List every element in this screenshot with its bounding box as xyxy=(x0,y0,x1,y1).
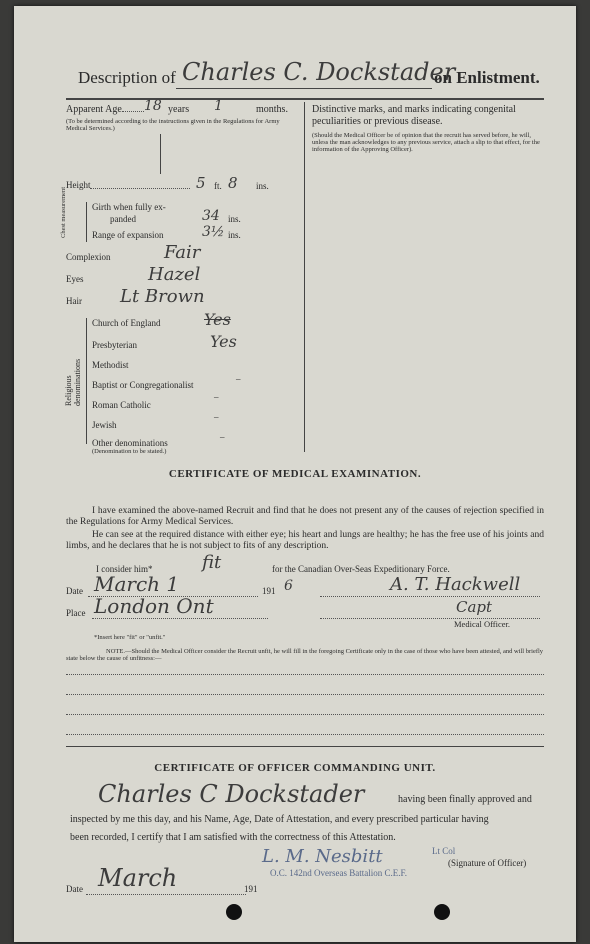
religion-roman-catholic-value: – xyxy=(214,392,219,402)
commanding-text-2: inspected by me this day, and his Name, Age, Date of Attestation, and every prescribed particular having xyxy=(70,814,489,825)
height-ft-label: ft. xyxy=(214,181,222,191)
apparent-age: Apparent Age xyxy=(66,104,144,115)
religion-baptist: Baptist or Congregationalist xyxy=(92,380,194,390)
height-ft-value: 5 xyxy=(196,174,206,192)
religion-other-value: – xyxy=(220,432,225,442)
unfitness-line-2 xyxy=(66,694,544,695)
distinctive-marks-note: (Should the Medical Officer be of opinion that the recruit has served before, he will, unless the man acknowledges to any previous service, attach a slip to that effect, for the information of the Approving Officer). xyxy=(312,132,540,153)
age-box-line xyxy=(160,134,161,174)
girth-label-1: Girth when fully ex- xyxy=(92,202,166,212)
medical-certificate-heading: CERTIFICATE OF MEDICAL EXAMINATION. xyxy=(168,468,422,480)
medical-officer-label: Medical Officer. xyxy=(454,619,511,629)
age-note: (To be determined according to the instructions given in the Regulations for Army Medical Services.) xyxy=(66,118,280,132)
medical-para-2: He can see at the required distance with either eye; his heart and lungs are healthy; he has the free use of his joints and limbs, and he declares that he is not subject to fits of any description. xyxy=(66,530,544,551)
commanding-text-3: been recorded, I certify that I am satisfied with the correctness of this Attestation. xyxy=(70,832,396,843)
height-dots xyxy=(90,188,190,189)
hair-label: Hair xyxy=(66,296,82,306)
commanding-certificate-heading: CERTIFICATE OF OFFICER COMMANDING UNIT. xyxy=(154,762,436,774)
religion-presbyterian-value: Yes xyxy=(210,332,237,351)
religion-baptist-value: – xyxy=(236,374,241,384)
religion-church-of-england: Church of England xyxy=(92,318,161,328)
insert-note: *Insert here "fit" or "unfit." xyxy=(94,634,166,641)
range-unit: ins. xyxy=(228,230,241,240)
place-line xyxy=(92,618,268,619)
place-value: London Ont xyxy=(94,594,214,618)
unfitness-line-3 xyxy=(66,714,544,715)
age-years-label: years xyxy=(168,104,190,115)
title-underline xyxy=(176,88,432,89)
commanding-date-line xyxy=(86,894,246,895)
medical-date-value: March 1 xyxy=(94,572,180,596)
medical-officer-signature: A. T. Hackwell xyxy=(390,574,521,595)
for-force-label: for the Canadian Over-Seas Expeditionary Force. xyxy=(272,564,450,574)
title-suffix: on Enlistment. xyxy=(434,68,540,87)
age-years-value: 18 xyxy=(144,98,162,114)
religion-other: Other denominations xyxy=(92,438,168,448)
place-label: Place xyxy=(66,608,86,618)
range-label: Range of expansion xyxy=(92,230,164,240)
page-title xyxy=(78,68,176,88)
age-months-value: 1 xyxy=(214,98,223,114)
recruit-name-handwritten: Charles C. Dockstader xyxy=(182,58,456,86)
medical-note: NOTE.—Should the Medical Officer consider the Recruit unfit, he will fill in the foregoing Certificate only in the case of those who have been attested, and will briefly state below the cause of unfitness:— xyxy=(66,648,544,662)
unfitness-line-4 xyxy=(66,734,544,735)
binder-hole-right xyxy=(434,904,450,920)
section-rule xyxy=(66,746,544,747)
religion-jewish: Jewish xyxy=(92,420,117,430)
commanding-date-value: March xyxy=(98,864,178,892)
distinctive-marks-heading: Distinctive marks, and marks indicating congenital peculiarities or previous disease. xyxy=(312,104,516,127)
eyes-label: Eyes xyxy=(66,274,84,284)
range-value: 3½ xyxy=(202,224,225,240)
title-prefix: Description of xyxy=(78,68,176,87)
commanding-date-label: Date xyxy=(66,884,83,894)
commanding-text-1: having been finally approved and xyxy=(398,794,532,805)
religion-jewish-value: – xyxy=(214,412,219,422)
consider-label: I consider him* xyxy=(96,564,153,574)
medical-year-value: 6 xyxy=(284,578,293,594)
complexion-label: Complexion xyxy=(66,252,111,262)
medical-year-label: 191 xyxy=(262,586,276,596)
religion-methodist: Methodist xyxy=(92,360,129,370)
signature-of-officer-label: (Signature of Officer) xyxy=(448,858,527,868)
consider-value: fit xyxy=(202,552,222,573)
commanding-recruit-name: Charles C Dockstader xyxy=(98,780,365,808)
height-in-label: ins. xyxy=(256,181,269,191)
column-divider xyxy=(304,102,305,452)
commanding-officer-signature: L. M. Nesbitt xyxy=(262,846,383,867)
religious-denominations-label: Religious denominations xyxy=(64,358,82,406)
unfitness-line-1 xyxy=(66,674,544,675)
medical-officer-rank: Capt xyxy=(456,598,493,616)
attestation-page xyxy=(14,6,576,942)
top-rule xyxy=(66,98,544,100)
complexion-value: Fair xyxy=(164,242,201,263)
medical-para-1: I have examined the above-named Recruit and find that he does not present any of the causes of rejection specified in the Regulations for Army Medical Services. xyxy=(66,506,544,527)
commanding-year-label: 191 xyxy=(244,884,258,894)
height-label: Height xyxy=(66,180,91,190)
hair-value: Lt Brown xyxy=(120,286,205,307)
chest-brace xyxy=(86,202,87,242)
religion-roman-catholic: Roman Catholic xyxy=(92,400,151,410)
eyes-value: Hazel xyxy=(148,264,201,285)
height-in-value: 8 xyxy=(228,174,238,192)
binder-hole-left xyxy=(226,904,242,920)
girth-label-2: panded xyxy=(110,214,136,224)
denomination-note: (Denomination to be stated.) xyxy=(92,448,167,455)
battalion-stamp: O.C. 142nd Overseas Battalion C.E.F. xyxy=(270,868,408,878)
commanding-officer-rank: Lt Col xyxy=(432,846,456,856)
chest-measurement-label: Chest measurement xyxy=(60,186,67,238)
medical-signature-line xyxy=(320,596,540,597)
religion-brace xyxy=(86,318,87,444)
age-months-label: months. xyxy=(256,104,288,115)
religion-presbyterian: Presbyterian xyxy=(92,340,137,350)
religion-church-of-england-value: Yes xyxy=(204,310,231,329)
girth-value: 34 xyxy=(202,208,220,224)
girth-unit: ins. xyxy=(228,214,241,224)
medical-date-label: Date xyxy=(66,586,83,596)
